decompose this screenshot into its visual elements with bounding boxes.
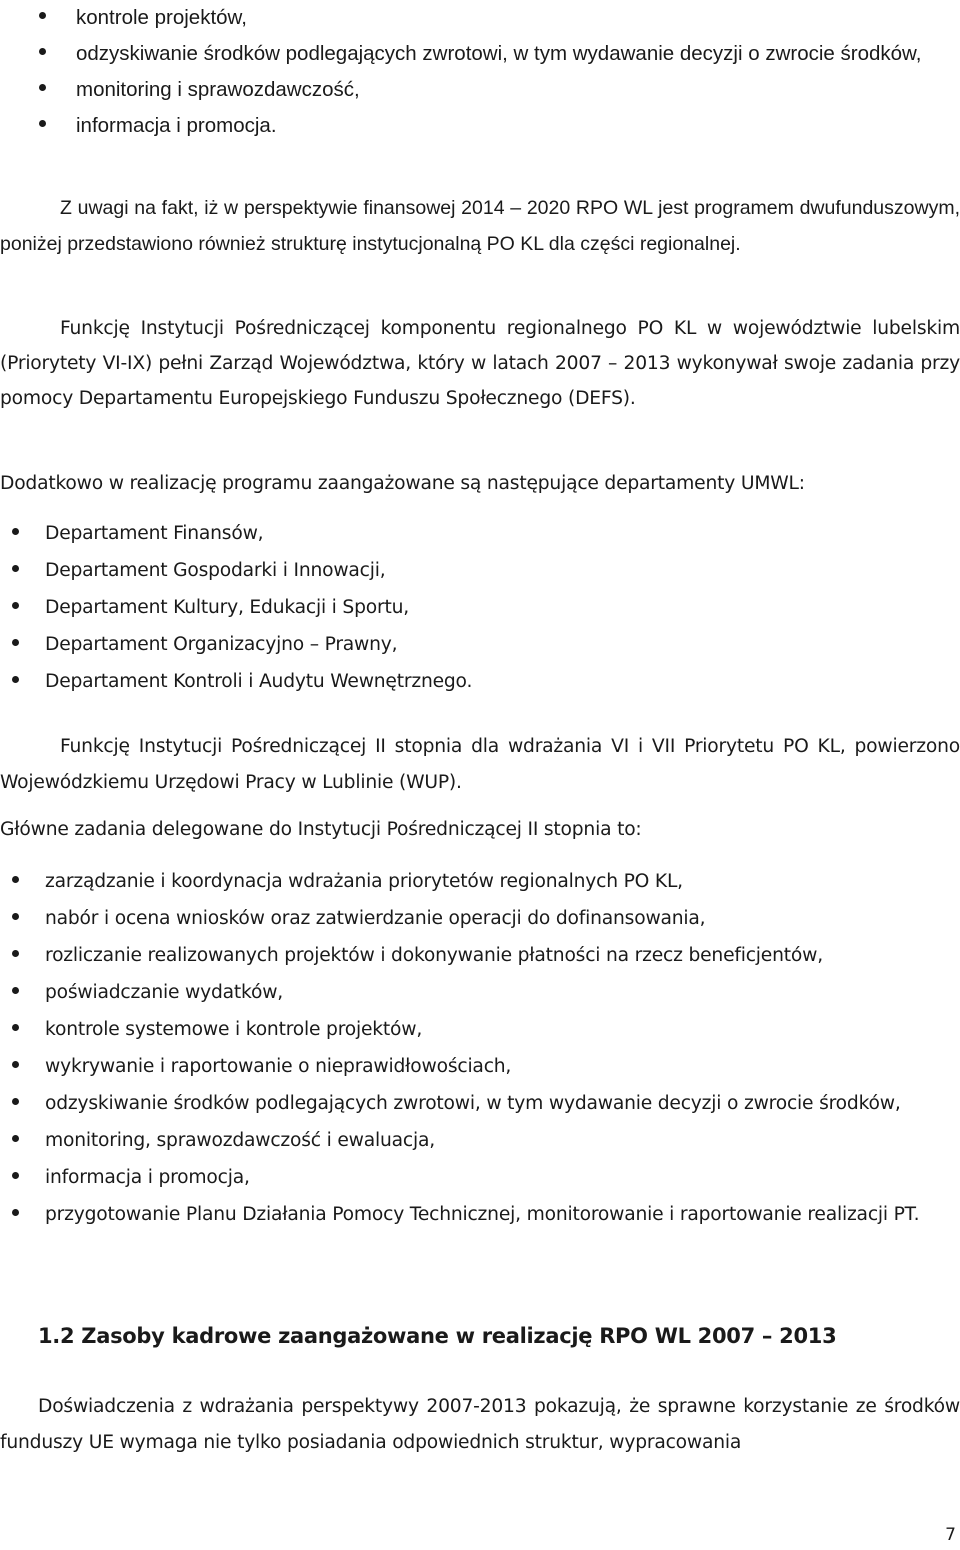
list-item: informacja i promocja, [45, 1159, 960, 1196]
list-item: kontrole systemowe i kontrole projektów, [45, 1011, 960, 1048]
list-item: informacja i promocja. [76, 108, 960, 144]
paragraph-tasks-intro: Główne zadania delegowane do Instytucji Pośredniczącej II stopnia to: [0, 819, 642, 840]
list-item: monitoring i sprawozdawczość, [76, 72, 960, 108]
list-item: Departament Finansów, [45, 515, 960, 552]
list-item: Departament Organizacyjno – Prawny, [45, 626, 960, 663]
list-item: odzyskiwanie środków podlegających zwrotowi, w tym wydawanie decyzji o zwrocie środków, [45, 1085, 960, 1122]
list-item: rozliczanie realizowanych projektów i dokonywanie płatności na rzecz beneficjentów, [45, 937, 960, 974]
list-item: zarządzanie i koordynacja wdrażania priorytetów regionalnych PO KL, [45, 863, 960, 900]
paragraph-departments-intro: Dodatkowo w realizację programu zaangażowane są następujące departamenty UMWL: [0, 473, 805, 494]
list-item: Departament Gospodarki i Innowacji, [45, 552, 960, 589]
list-item: kontrole projektów, [76, 0, 960, 36]
list-item: odzyskiwanie środków podlegających zwrotowi, w tym wydawanie decyzji o zwrocie środków, [76, 36, 960, 72]
paragraph-ip-regional: Funkcję Instytucji Pośredniczącej komponentu regionalnego PO KL w województwie lubelskim (Priorytety VI-IX) pełni Zarząd Województwa, który w latach 2007 – 2013 wykonywał swoje zadania przy pomocy Departamentu Europejskiego Funduszu Społecznego (DEFS). [0, 318, 960, 409]
list-item: nabór i ocena wniosków oraz zatwierdzanie operacji do dofinansowania, [45, 900, 960, 937]
list-item: Departament Kultury, Edukacji i Sportu, [45, 589, 960, 626]
paragraph-ip2-wup: Funkcję Instytucji Pośredniczącej II stopnia dla wdrażania VI i VII Priorytetu PO KL, powierzono Wojewódzkiemu Urzędowi Pracy w Lublinie (WUP). [0, 736, 960, 793]
list-item: poświadczanie wydatków, [45, 974, 960, 1011]
paragraph-two-fund-intro: Z uwagi na fakt, iż w perspektywie finansowej 2014 – 2020 RPO WL jest programem dwufunduszowym, poniżej przedstawiono również strukturę instytucjonalną PO KL dla części regionalnej. [0, 197, 960, 255]
tasks-list [45, 863, 960, 1233]
top-bullet-list [76, 0, 960, 144]
list-item: wykrywanie i raportowanie o nieprawidłowościach, [45, 1048, 960, 1085]
paragraph-experience: Doświadczenia z wdrażania perspektywy 2007-2013 pokazują, że sprawne korzystanie ze środków funduszy UE wymaga nie tylko posiadania odpowiednich struktur, wypracowania [0, 1396, 960, 1453]
departments-list [45, 515, 960, 700]
section-heading: 1.2 Zasoby kadrowe zaangażowane w realizację RPO WL 2007 – 2013 [38, 1324, 837, 1348]
page-number: 7 [945, 1525, 956, 1545]
list-item: przygotowanie Planu Działania Pomocy Technicznej, monitorowanie i raportowanie realizacji PT. [45, 1196, 960, 1233]
list-item: monitoring, sprawozdawczość i ewaluacja, [45, 1122, 960, 1159]
list-item: Departament Kontroli i Audytu Wewnętrznego. [45, 663, 960, 700]
